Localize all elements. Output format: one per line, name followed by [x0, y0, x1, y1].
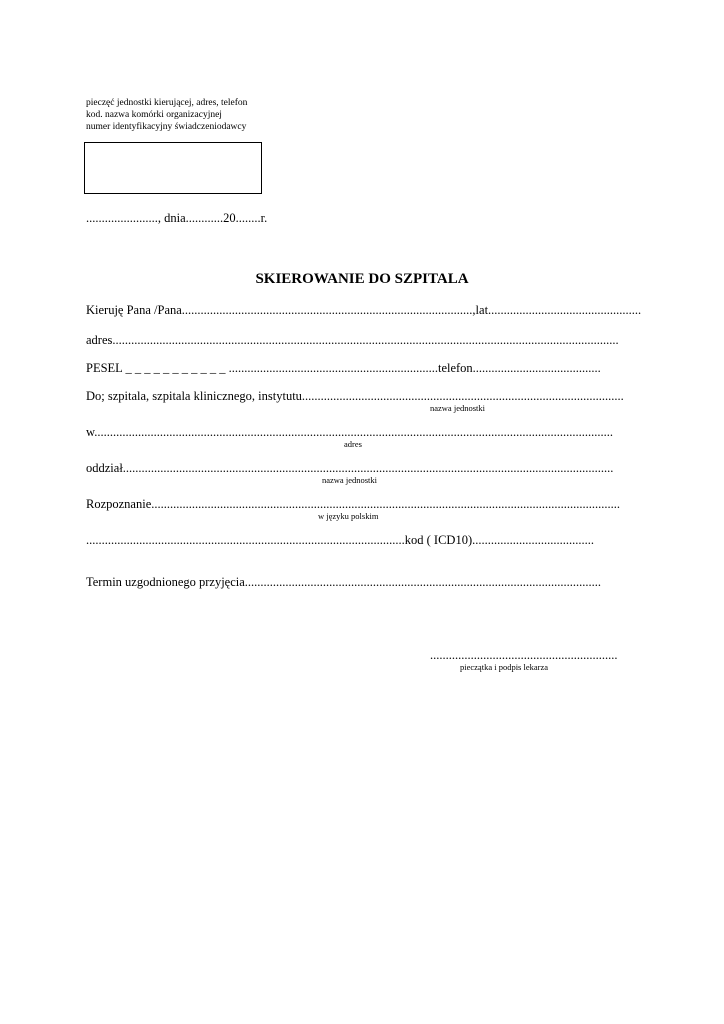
ward-field: oddział.............................................................................................................................................................	[86, 461, 614, 475]
signature-caption: pieczątka i podpis lekarza	[460, 662, 549, 672]
admission-date-field: Termin uzgodnionego przyjęcia..................................................................................................................	[86, 575, 602, 589]
stamp-box	[84, 142, 262, 194]
document-title: SKIEROWANIE DO SZPITALA	[255, 271, 469, 287]
signature-line: ............................................................	[430, 648, 618, 662]
address-field: adres..................................................................................................................................................................	[86, 333, 619, 347]
patient-name-field: Kieruję Pana /Pana.............................................................................................,lat.................................................	[86, 303, 642, 317]
destination-address-field: w......................................................................................................................................................................	[86, 425, 613, 439]
pesel-phone-field: PESEL _ _ _ _ _ _ _ _ _ _ _ ...................................................................telefon.........................................	[86, 361, 601, 375]
icd10-code-field: ......................................................................................................kod ( ICD10).......................................	[86, 533, 594, 547]
caption-ward-name: nazwa jednostki	[322, 475, 377, 485]
caption-polish-language: w języku polskim	[318, 511, 379, 521]
destination-field: Do; szpitala, szpitala klinicznego, instytutu.......................................................................................................	[86, 389, 624, 403]
header-stamp-label-1: pieczęć jednostki kierującej, adres, telefon	[86, 98, 248, 108]
header-stamp-label-2: kod. nazwa komórki organizacyjnej	[86, 110, 222, 120]
caption-address: adres	[344, 439, 362, 449]
diagnosis-field: Rozpoznanie......................................................................................................................................................	[86, 497, 621, 511]
caption-unit-name: nazwa jednostki	[430, 403, 485, 413]
date-line: ......................., dnia............20........r.	[86, 211, 268, 225]
header-stamp-label-3: numer identyfikacyjny świadczeniodawcy	[86, 122, 247, 132]
